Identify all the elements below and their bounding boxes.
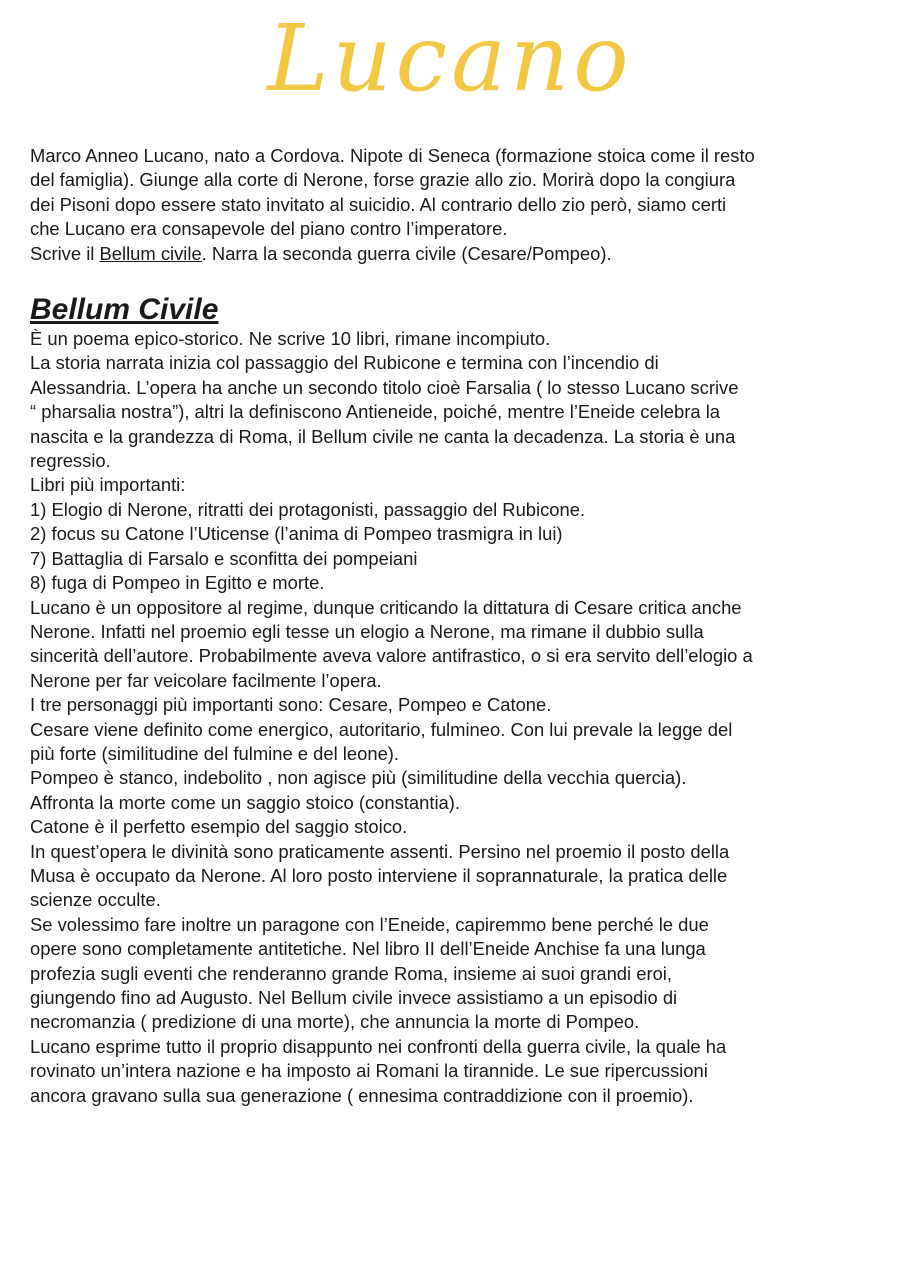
body-line: Alessandria. L’opera ha anche un secondo titolo cioè Farsalia ( lo stesso Lucano scrive <box>30 376 739 398</box>
list-item: 1) Elogio di Nerone, ritratti dei protagonisti, passaggio del Rubicone. <box>30 498 586 520</box>
list-item: 2) focus su Catone l’Uticense (l’anima di Pompeo trasmigra in lui) <box>30 523 563 545</box>
body-line: Nerone. Infatti nel proemio egli tesse un elogio a Nerone, ma rimane il dubbio sulla <box>30 620 704 642</box>
body-line: Musa è occupato da Nerone. Al loro posto interviene il soprannaturale, la pratica delle <box>30 864 728 886</box>
body-line: “ pharsalia nostra”), altri la definiscono Antieneide, poiché, mentre l’Eneide celebra la <box>30 401 721 423</box>
body-line: In quest’opera le divinità sono praticamente assenti. Persino nel proemio il posto della <box>30 840 730 862</box>
body-line: Lucano esprime tutto il proprio disappunto nei confronti della guerra civile, la quale ha <box>30 1035 727 1057</box>
body-line: scienze occulte. <box>30 889 161 911</box>
intro-line: del famiglia). Giunge alla corte di Nerone, forse grazie allo zio. Morirà dopo la congiura <box>30 169 736 191</box>
body-line: Pompeo è stanco, indebolito , non agisce più (similitudine della vecchia quercia). <box>30 767 687 789</box>
body-line: I tre personaggi più importanti sono: Cesare, Pompeo e Catone. <box>30 694 552 716</box>
body-line: Nerone per far veicolare facilmente l’opera. <box>30 669 382 691</box>
intro-text: Scrive il <box>30 242 100 264</box>
page-title: Lucano <box>267 5 633 112</box>
body-line: Catone è il perfetto esempio del saggio stoico. <box>30 816 408 838</box>
list-item: 8) fuga di Pompeo in Egitto e morte. <box>30 572 325 594</box>
body-line: Lucano è un oppositore al regime, dunque criticando la dittatura di Cesare critica anche <box>30 596 742 618</box>
body-line: sincerità dell’autore. Probabilmente aveva valore antifrastico, o si era servito dell’elogio a <box>30 645 753 667</box>
body-line: giungendo fino ad Augusto. Nel Bellum civile invece assistiamo a un episodio di <box>30 987 678 1008</box>
body-line: Affronta la morte come un saggio stoico (constantia). <box>30 791 461 813</box>
intro-line: dei Pisoni dopo essere stato invitato al suicidio. Al contrario dello zio però, siamo certi <box>30 193 727 215</box>
body-line: nascita e la grandezza di Roma, il Bellum civile ne canta la decadenza. La storia è una <box>30 425 736 447</box>
body-line: ancora gravano sulla sua generazione ( ennesima contraddizione con il proemio). <box>30 1084 694 1106</box>
intro-line: Marco Anneo Lucano, nato a Cordova. Nipote di Seneca (formazione stoica come il resto <box>30 145 755 166</box>
body-line: Libri più importanti: <box>30 474 186 496</box>
intro-line <box>30 242 880 266</box>
list-item: 7) Battaglia di Farsalo e sconfitta dei pompeiani <box>30 547 418 569</box>
section-heading: Bellum Civile <box>30 293 219 327</box>
body-line: Cesare viene definito come energico, autoritario, fulmineo. Con lui prevale la legge del <box>30 718 733 740</box>
intro-text: . Narra la seconda guerra civile (Cesare/Pompeo). <box>201 242 612 264</box>
body-line: È un poema epico-storico. Ne scrive 10 libri, rimane incompiuto. <box>30 328 551 350</box>
body-line: necromanzia ( predizione di una morte), che annuncia la morte di Pompeo. <box>30 1011 640 1033</box>
body-line: regressio. <box>30 450 111 472</box>
body-line: più forte (similitudine del fulmine e del leone). <box>30 742 400 764</box>
bellum-civile-underlined: Bellum civile <box>99 242 202 264</box>
intro-paragraph <box>30 144 880 266</box>
body-line: profezia sugli eventi che renderanno grande Roma, insieme ai suoi grandi eroi, <box>30 962 673 984</box>
section-body <box>30 327 880 1108</box>
body-line: La storia narrata inizia col passaggio del Rubicone e termina con l’incendio di <box>30 352 659 374</box>
body-line: opere sono completamente antitetiche. Nel libro II dell’Eneide Anchise fa una lunga <box>30 938 706 960</box>
document-body <box>30 144 880 1108</box>
body-line: rovinato un’intera nazione e ha imposto ai Romani la tirannide. Le sue ripercussioni <box>30 1060 708 1082</box>
body-line: Se volessimo fare inoltre un paragone con l’Eneide, capiremmo bene perché le due <box>30 913 709 935</box>
intro-line: che Lucano era consapevole del piano contro l’imperatore. <box>30 218 508 240</box>
